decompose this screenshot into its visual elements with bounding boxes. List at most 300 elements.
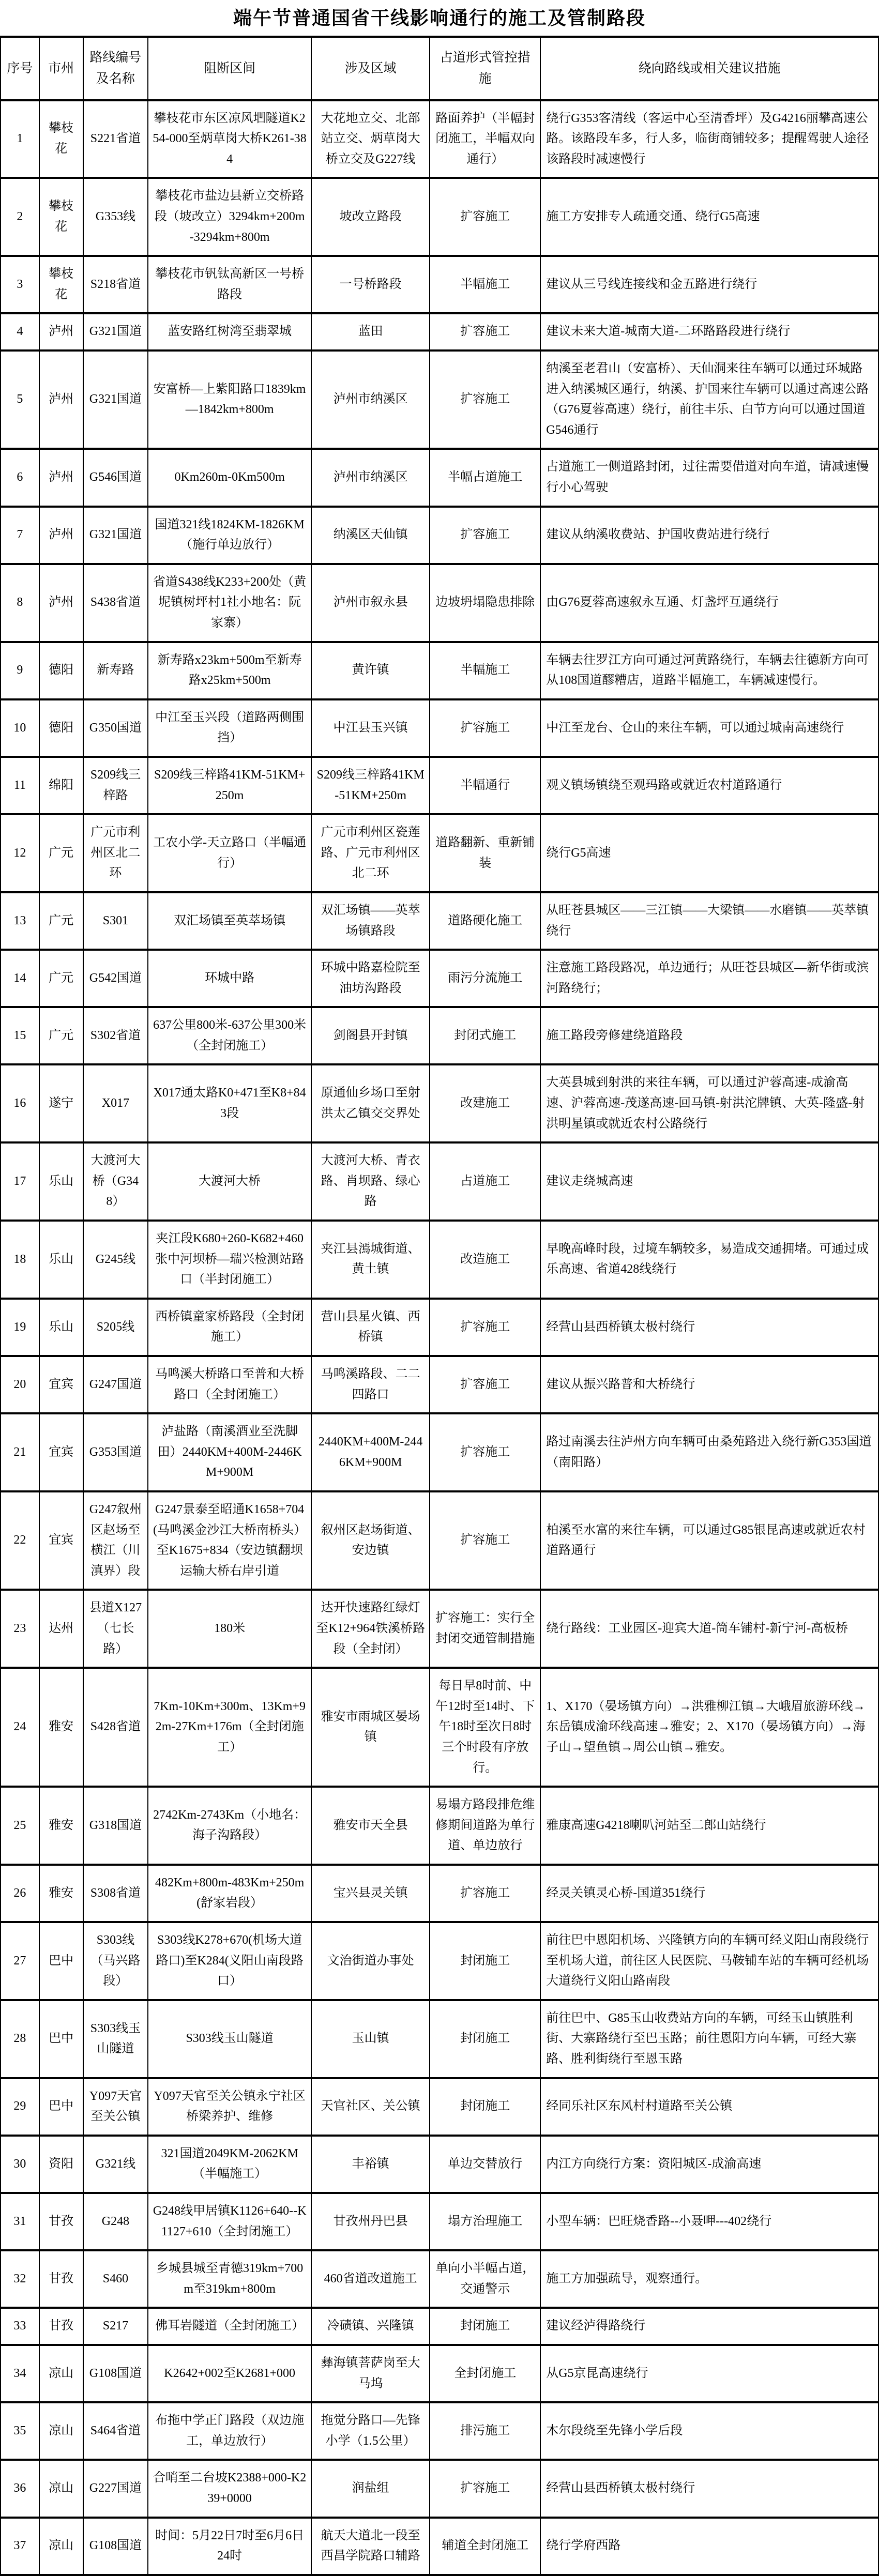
cell-detour: 从旺苍县城区——三江镇——大梁镇——水磨镇——英萃镇绕行 <box>540 892 878 950</box>
table-row <box>1 2345 878 2402</box>
cell-control-measure: 易塌方路段排危维修期间道路为单行道、单边放行 <box>430 1787 540 1865</box>
cell-index: 28 <box>1 2000 39 2078</box>
cell-blocked-section: 482Km+800m-483Km+250m(舒家岩段） <box>148 1865 311 1922</box>
cell-route: 新寿路 <box>83 642 148 699</box>
cell-area: 蓝田 <box>311 313 430 350</box>
cell-blocked-section: 2742Km-2743Km（小地名：海子沟路段） <box>148 1787 311 1865</box>
cell-index: 15 <box>1 1007 39 1064</box>
cell-route: G542国道 <box>83 950 148 1007</box>
cell-detour: 早晚高峰时段，过境车辆较多，易造成交通拥堵。可通过成乐高速、省道428线绕行 <box>540 1221 878 1299</box>
cell-control-measure: 扩容施工：实行全封闭交通管制措施 <box>430 1590 540 1668</box>
cell-city: 巴中 <box>39 2000 83 2078</box>
cell-control-measure: 辅道全封闭施工 <box>430 2518 540 2575</box>
cell-route: S303线玉山隧道 <box>83 2000 148 2078</box>
header-cell-route: 路线编号及名称 <box>83 37 148 100</box>
cell-area: 大花地立交、北部站立交、炳草岗大桥立交及G227线 <box>311 100 430 178</box>
cell-control-measure: 扩容施工 <box>430 1491 540 1590</box>
cell-route: G321国道 <box>83 350 148 449</box>
cell-detour: 车辆去往罗江方向可通过河黄路绕行，车辆去往德新方向可从108国道醪糟店，道路半幅施工，车辆减速慢行。 <box>540 642 878 699</box>
cell-index: 30 <box>1 2136 39 2193</box>
cell-index: 36 <box>1 2460 39 2517</box>
cell-index: 5 <box>1 350 39 449</box>
cell-detour: 经灵关镇灵心桥-国道351绕行 <box>540 1865 878 1922</box>
cell-area: 达开快速路红绿灯至K12+964铁溪桥路段（全封闭） <box>311 1590 430 1668</box>
table-row <box>1 2078 878 2136</box>
table-row <box>1 1865 878 1922</box>
cell-area: 丰裕镇 <box>311 2136 430 2193</box>
table-row <box>1 699 878 757</box>
cell-index: 4 <box>1 313 39 350</box>
cell-index: 19 <box>1 1299 39 1356</box>
table-row <box>1 1787 878 1865</box>
cell-route: S303线（马兴路段） <box>83 1922 148 2000</box>
cell-city: 遂宁 <box>39 1064 83 1142</box>
table-row <box>1 350 878 449</box>
cell-blocked-section: 新寿路x23km+500m至新寿路x25km+500m <box>148 642 311 699</box>
page-title: 端午节普通国省干线影响通行的施工及管制路段 <box>233 8 646 28</box>
cell-detour: 占道施工一侧道路封闭，过往需要借道对向车道，请减速慢行小心驾驶 <box>540 449 878 506</box>
cell-detour: 大英县城到射洪的来往车辆，可以通过沪蓉高速-成渝高速、沪蓉高速-茂遂高速-回马镇-射洪沱牌镇、大英-隆盛-射洪明星镇或就近农村公路绕行 <box>540 1064 878 1142</box>
cell-index: 29 <box>1 2078 39 2136</box>
cell-index: 17 <box>1 1142 39 1221</box>
cell-area: 中江县玉兴镇 <box>311 699 430 757</box>
cell-blocked-section: 攀枝花市盐边县新立交桥路段（坡改立）3294km+200m-3294km+800m <box>148 178 311 256</box>
cell-area: 2440KM+400M-2446KM+900M <box>311 1413 430 1491</box>
cell-blocked-section: 攀枝花市钒钛高新区一号桥路段 <box>148 256 311 313</box>
cell-area: 天官社区、关公镇 <box>311 2078 430 2136</box>
cell-index: 7 <box>1 507 39 564</box>
cell-detour: 路过南溪去往泸州方向车辆可由桑苑路进入绕行新G353国道（南阳路） <box>540 1413 878 1491</box>
cell-city: 凉山 <box>39 2518 83 2575</box>
cell-detour: 建议经泸得路绕行 <box>540 2308 878 2345</box>
cell-detour: 绕行G5高速 <box>540 814 878 892</box>
cell-route: S217 <box>83 2308 148 2345</box>
cell-city: 泸州 <box>39 313 83 350</box>
cell-control-measure: 改造施工 <box>430 1221 540 1299</box>
cell-route: G108国道 <box>83 2345 148 2402</box>
cell-route: G321国道 <box>83 507 148 564</box>
cell-city: 乐山 <box>39 1299 83 1356</box>
cell-city: 绵阳 <box>39 757 83 814</box>
table-row <box>1 2000 878 2078</box>
cell-area: 环城中路嘉检院至油坊沟路段 <box>311 950 430 1007</box>
cell-control-measure: 扩容施工 <box>430 1865 540 1922</box>
cell-route: G108国道 <box>83 2518 148 2575</box>
cell-city: 广元 <box>39 814 83 892</box>
cell-index: 1 <box>1 100 39 178</box>
header-cell-city: 市州 <box>39 37 83 100</box>
cell-blocked-section: 中江至玉兴段（道路两侧围挡） <box>148 699 311 757</box>
cell-route: S464省道 <box>83 2402 148 2460</box>
cell-route: G247国道 <box>83 1356 148 1413</box>
cell-index: 20 <box>1 1356 39 1413</box>
table-body <box>1 100 878 2575</box>
cell-city: 攀枝花 <box>39 178 83 256</box>
cell-city: 宜宾 <box>39 1491 83 1590</box>
cell-detour: 柏溪至水富的来往车辆，可以通过G85银昆高速或就近农村道路通行 <box>540 1491 878 1590</box>
cell-blocked-section: 乡城县城至青德319km+700m至319km+800m <box>148 2250 311 2308</box>
cell-blocked-section: 布拖中学正门路段（双边施工，单边放行） <box>148 2402 311 2460</box>
table-row <box>1 1590 878 1668</box>
cell-control-measure: 扩容施工 <box>430 350 540 449</box>
cell-detour: 1、X170（晏场镇方向）→洪雅柳江镇→大峨眉旅游环线→东岳镇成渝环线高速→雅安；2、X170（晏场镇方向）→海子山→望鱼镇→周公山镇→雅安。 <box>540 1668 878 1787</box>
cell-route: G248 <box>83 2193 148 2250</box>
cell-detour: 经营山县西桥镇太极村绕行 <box>540 1299 878 1356</box>
table-row <box>1 892 878 950</box>
cell-detour: 经同乐社区东风村村道路至关公镇 <box>540 2078 878 2136</box>
cell-route: Y097天官至关公镇 <box>83 2078 148 2136</box>
cell-area: 460省道改道施工 <box>311 2250 430 2308</box>
cell-area: 泸州市叙永县 <box>311 564 430 642</box>
table-row <box>1 564 878 642</box>
cell-detour: 由G76夏蓉高速叙永互通、灯盏坪互通绕行 <box>540 564 878 642</box>
cell-route: G247叙州区赵场至横江（川滇界）段 <box>83 1491 148 1590</box>
cell-detour: 木尔段绕至先锋小学后段 <box>540 2402 878 2460</box>
cell-blocked-section: 大渡河大桥 <box>148 1142 311 1221</box>
table-row <box>1 2402 878 2460</box>
cell-city: 雅安 <box>39 1668 83 1787</box>
cell-index: 2 <box>1 178 39 256</box>
cell-control-measure: 扩容施工 <box>430 2460 540 2517</box>
header-cell-area: 涉及区域 <box>311 37 430 100</box>
cell-city: 广元 <box>39 892 83 950</box>
cell-route: 大渡河大桥（G348） <box>83 1142 148 1221</box>
cell-route: S209线三梓路 <box>83 757 148 814</box>
cell-blocked-section: 双汇场镇至英萃场镇 <box>148 892 311 950</box>
cell-detour: 观义镇场镇绕至观玛路或就近农村道路通行 <box>540 757 878 814</box>
cell-detour: 建议从三号线连接线和金五路进行绕行 <box>540 256 878 313</box>
cell-blocked-section: 时间：5月22日7时至6月6日24时 <box>148 2518 311 2575</box>
cell-detour: 绕行学府西路 <box>540 2518 878 2575</box>
cell-blocked-section: 省道S438线K233+200处（黄坭镇树坪村1社小地名：阮家寨） <box>148 564 311 642</box>
cell-city: 甘孜 <box>39 2308 83 2345</box>
cell-area: 大渡河大桥、青衣路、肖坝路、绿心路 <box>311 1142 430 1221</box>
cell-area: 马鸣溪路段、二二四路口 <box>311 1356 430 1413</box>
cell-detour: 施工方加强疏导，观察通行。 <box>540 2250 878 2308</box>
table-row <box>1 256 878 313</box>
cell-control-measure: 路面养护（半幅封闭施工，半幅双向通行） <box>430 100 540 178</box>
table-row <box>1 178 878 256</box>
cell-city: 泸州 <box>39 350 83 449</box>
cell-control-measure: 改建施工 <box>430 1064 540 1142</box>
cell-city: 巴中 <box>39 2078 83 2136</box>
cell-control-measure: 封闭施工 <box>430 2000 540 2078</box>
cell-route: 县道X127（七长路） <box>83 1590 148 1668</box>
cell-index: 12 <box>1 814 39 892</box>
cell-city: 甘孜 <box>39 2250 83 2308</box>
cell-blocked-section: G248线甲居镇K1126+640--K1127+610（全封闭施工） <box>148 2193 311 2250</box>
cell-city: 宜宾 <box>39 1413 83 1491</box>
cell-route: G353国道 <box>83 1413 148 1491</box>
table-row <box>1 2250 878 2308</box>
cell-detour: 雅康高速G4218喇叭河站至二郎山站绕行 <box>540 1787 878 1865</box>
cell-blocked-section: 泸盐路（南溪酒业至洗脚田）2440KM+400M-2446KM+900M <box>148 1413 311 1491</box>
table-row <box>1 1299 878 1356</box>
cell-route: S428省道 <box>83 1668 148 1787</box>
table-row <box>1 2136 878 2193</box>
cell-city: 宜宾 <box>39 1356 83 1413</box>
cell-blocked-section: X017通太路K0+471至K8+843段 <box>148 1064 311 1142</box>
cell-blocked-section: 马鸣溪大桥路口至普和大桥路口（全封闭施工） <box>148 1356 311 1413</box>
table-row <box>1 2308 878 2345</box>
cell-area: 坡改立路段 <box>311 178 430 256</box>
table-row <box>1 507 878 564</box>
cell-index: 3 <box>1 256 39 313</box>
cell-blocked-section: 合哨至二台坡K2388+000-K239+0000 <box>148 2460 311 2517</box>
cell-route: X017 <box>83 1064 148 1142</box>
cell-route: G245线 <box>83 1221 148 1299</box>
cell-control-measure: 封闭施工 <box>430 2078 540 2136</box>
cell-route: G321国道 <box>83 313 148 350</box>
cell-city: 巴中 <box>39 1922 83 2000</box>
cell-detour: 小型车辆：巴旺烧香路--小聂呷---402绕行 <box>540 2193 878 2250</box>
cell-city: 甘孜 <box>39 2193 83 2250</box>
cell-area: 叙州区赵场街道、安边镇 <box>311 1491 430 1590</box>
cell-index: 32 <box>1 2250 39 2308</box>
cell-blocked-section: 321国道2049KM-2062KM（半幅施工） <box>148 2136 311 2193</box>
cell-route: S302省道 <box>83 1007 148 1064</box>
cell-detour: 前往巴中恩阳机场、兴隆镇方向的车辆可经义阳山南段绕行至机场大道，前往区人民医院、马鞍铺车站的车辆可经机场大道绕行义阳山路南段 <box>540 1922 878 2000</box>
table-row <box>1 950 878 1007</box>
cell-control-measure: 扩容施工 <box>430 699 540 757</box>
cell-route: S218省道 <box>83 256 148 313</box>
cell-detour: 前往巴中、G85玉山收费站方向的车辆，可经玉山镇胜利街、大寨路绕行至巴玉路；前往恩阳方向车辆，可经大寨路、胜利街绕行至恩玉路 <box>540 2000 878 2078</box>
cell-detour: 绕行G353客清线（客运中心至清香坪）及G4216丽攀高速公路。该路段车多，行人多，临街商铺较多；提醒驾驶人途径该路段时减速慢行 <box>540 100 878 178</box>
table-row <box>1 1922 878 2000</box>
cell-control-measure: 半幅通行 <box>430 757 540 814</box>
cell-area: 夹江县漹城街道、黄土镇 <box>311 1221 430 1299</box>
cell-control-measure: 半幅施工 <box>430 256 540 313</box>
cell-control-measure: 每日早8时前、中午12时至14时、下午18时至次日8时三个时段有序放行。 <box>430 1668 540 1787</box>
table-row <box>1 1221 878 1299</box>
cell-route: G227国道 <box>83 2460 148 2517</box>
table-row <box>1 449 878 506</box>
cell-control-measure: 排污施工 <box>430 2402 540 2460</box>
header-cell-blocked-section: 阻断区间 <box>148 37 311 100</box>
cell-index: 25 <box>1 1787 39 1865</box>
cell-index: 14 <box>1 950 39 1007</box>
cell-area: S209线三梓路41KM-51KM+250m <box>311 757 430 814</box>
cell-index: 22 <box>1 1491 39 1590</box>
cell-area: 雅安市天全县 <box>311 1787 430 1865</box>
cell-index: 27 <box>1 1922 39 2000</box>
cell-index: 13 <box>1 892 39 950</box>
cell-city: 雅安 <box>39 1787 83 1865</box>
cell-route: G350国道 <box>83 699 148 757</box>
cell-city: 雅安 <box>39 1865 83 1922</box>
table-row <box>1 100 878 178</box>
cell-city: 广元 <box>39 1007 83 1064</box>
cell-blocked-section: 工农小学-天立路口（半幅通行） <box>148 814 311 892</box>
cell-area: 泸州市纳溪区 <box>311 449 430 506</box>
cell-route: G353线 <box>83 178 148 256</box>
cell-index: 37 <box>1 2518 39 2575</box>
cell-index: 11 <box>1 757 39 814</box>
cell-area: 航天大道北一段至西昌学院路口辅路 <box>311 2518 430 2575</box>
cell-control-measure: 封闭式施工 <box>430 1007 540 1064</box>
table-row <box>1 1356 878 1413</box>
cell-blocked-section: 180米 <box>148 1590 311 1668</box>
cell-city: 攀枝花 <box>39 100 83 178</box>
cell-control-measure: 道路翻新、重新铺装 <box>430 814 540 892</box>
cell-area: 广元市利州区瓷莲路、广元市利州区北二环 <box>311 814 430 892</box>
cell-index: 8 <box>1 564 39 642</box>
cell-area: 甘孜州丹巴县 <box>311 2193 430 2250</box>
cell-area: 润盐组 <box>311 2460 430 2517</box>
cell-city: 德阳 <box>39 699 83 757</box>
cell-city: 泸州 <box>39 564 83 642</box>
cell-index: 9 <box>1 642 39 699</box>
cell-blocked-section: 佛耳岩隧道（全封闭施工） <box>148 2308 311 2345</box>
cell-index: 26 <box>1 1865 39 1922</box>
cell-index: 35 <box>1 2402 39 2460</box>
cell-city: 资阳 <box>39 2136 83 2193</box>
cell-detour: 中江至龙台、仓山的来往车辆，可以通过城南高速绕行 <box>540 699 878 757</box>
cell-index: 23 <box>1 1590 39 1668</box>
cell-city: 凉山 <box>39 2460 83 2517</box>
cell-control-measure: 单向小半幅占道，交通警示 <box>430 2250 540 2308</box>
cell-control-measure: 扩容施工 <box>430 313 540 350</box>
table-row <box>1 2193 878 2250</box>
cell-city: 凉山 <box>39 2345 83 2402</box>
cell-blocked-section: 西桥镇童家桥路段（全封闭施工） <box>148 1299 311 1356</box>
cell-control-measure: 半幅占道施工 <box>430 449 540 506</box>
cell-area: 黄许镇 <box>311 642 430 699</box>
cell-area: 宝兴县灵关镇 <box>311 1865 430 1922</box>
cell-detour: 建议走绕城高速 <box>540 1142 878 1221</box>
cell-index: 10 <box>1 699 39 757</box>
cell-area: 营山县星火镇、西桥镇 <box>311 1299 430 1356</box>
cell-route: S308省道 <box>83 1865 148 1922</box>
cell-blocked-section: K2642+002至K2681+000 <box>148 2345 311 2402</box>
cell-blocked-section: S303线玉山隧道 <box>148 2000 311 2078</box>
table-row <box>1 1142 878 1221</box>
cell-city: 达州 <box>39 1590 83 1668</box>
table-row <box>1 2460 878 2517</box>
cell-route: S460 <box>83 2250 148 2308</box>
cell-index: 31 <box>1 2193 39 2250</box>
cell-blocked-section: Y097天官至关公镇永宁社区桥梁养护、维修 <box>148 2078 311 2136</box>
cell-area: 一号桥路段 <box>311 256 430 313</box>
cell-route: G318国道 <box>83 1787 148 1865</box>
cell-area: 文治街道办事处 <box>311 1922 430 2000</box>
table-row <box>1 1668 878 1787</box>
cell-route: S205线 <box>83 1299 148 1356</box>
cell-city: 德阳 <box>39 642 83 699</box>
cell-control-measure: 扩容施工 <box>430 1299 540 1356</box>
cell-route: G546国道 <box>83 449 148 506</box>
cell-detour: 施工方安排专人疏通交通、绕行G5高速 <box>540 178 878 256</box>
cell-control-measure: 塌方治理施工 <box>430 2193 540 2250</box>
cell-index: 33 <box>1 2308 39 2345</box>
cell-blocked-section: 7Km-10Km+300m、13Km+92m-27Km+176m（全封闭施工） <box>148 1668 311 1787</box>
cell-control-measure: 封闭施工 <box>430 2308 540 2345</box>
cell-control-measure: 封闭施工 <box>430 1922 540 2000</box>
cell-detour: 内江方向绕行方案：资阳城区-成渝高速 <box>540 2136 878 2193</box>
cell-detour: 建议未来大道-城南大道-二环路路段进行绕行 <box>540 313 878 350</box>
table-row <box>1 814 878 892</box>
cell-control-measure: 扩容施工 <box>430 507 540 564</box>
cell-city: 泸州 <box>39 449 83 506</box>
cell-control-measure: 雨污分流施工 <box>430 950 540 1007</box>
cell-city: 乐山 <box>39 1142 83 1221</box>
cell-control-measure: 半幅施工 <box>430 642 540 699</box>
cell-city: 凉山 <box>39 2402 83 2460</box>
cell-route: 广元市利州区北二环 <box>83 814 148 892</box>
cell-blocked-section: 夹江段K680+260-K682+460张中河坝桥—瑞兴检测站路口（半封闭施工） <box>148 1221 311 1299</box>
cell-blocked-section: S303线K278+670(机场大道路口)至K284(义阳山南段路口） <box>148 1922 311 2000</box>
cell-index: 21 <box>1 1413 39 1491</box>
cell-area: 雅安市雨城区晏场镇 <box>311 1668 430 1787</box>
cell-route: S301 <box>83 892 148 950</box>
cell-area: 泸州市纳溪区 <box>311 350 430 449</box>
table-row <box>1 1413 878 1491</box>
cell-control-measure: 边坡坍塌隐患排除 <box>430 564 540 642</box>
header-cell-index: 序号 <box>1 37 39 100</box>
cell-index: 24 <box>1 1668 39 1787</box>
cell-control-measure: 单边交替放行 <box>430 2136 540 2193</box>
roadworks-table <box>0 36 879 2576</box>
cell-blocked-section: 攀枝花市东区凉风垇隧道K254-000至炳草岗大桥K261-384 <box>148 100 311 178</box>
cell-area: 原通仙乡场口至射洪太乙镇交交界处 <box>311 1064 430 1142</box>
cell-blocked-section: 国道321线1824KM-1826KM（施行单边放行） <box>148 507 311 564</box>
cell-control-measure: 全封闭施工 <box>430 2345 540 2402</box>
cell-detour: 施工路段旁修建绕道路段 <box>540 1007 878 1064</box>
cell-area: 双汇场镇——英萃场镇路段 <box>311 892 430 950</box>
cell-blocked-section: 安富桥—上紫阳路口1839km—1842km+800m <box>148 350 311 449</box>
cell-city: 广元 <box>39 950 83 1007</box>
table-row <box>1 313 878 350</box>
cell-area: 拖觉分路口—先锋小学（1.5公里） <box>311 2402 430 2460</box>
cell-control-measure: 道路硬化施工 <box>430 892 540 950</box>
cell-detour: 从G5京昆高速绕行 <box>540 2345 878 2402</box>
table-row <box>1 2518 878 2575</box>
cell-route: S438省道 <box>83 564 148 642</box>
cell-detour: 建议从纳溪收费站、护国收费站进行绕行 <box>540 507 878 564</box>
header-cell-detour: 绕向路线或相关建议措施 <box>540 37 878 100</box>
cell-area: 剑阁县开封镇 <box>311 1007 430 1064</box>
cell-blocked-section: G247景泰至昭通K1658+704(马鸣溪金沙江大桥南桥头）至K1675+834（安边镇翻坝运输大桥右岸引道 <box>148 1491 311 1590</box>
table-row <box>1 642 878 699</box>
cell-detour: 纳溪至老君山（安富桥）、天仙洞来往车辆可以通过环城路进入纳溪城区通行，纳溪、护国来往车辆可以通过高速公路（G76夏蓉高速）绕行，前往丰乐、白节方向可以通过国道G546通行 <box>540 350 878 449</box>
cell-detour: 经营山县西桥镇太极村绕行 <box>540 2460 878 2517</box>
cell-route: S221省道 <box>83 100 148 178</box>
cell-area: 冷碛镇、兴隆镇 <box>311 2308 430 2345</box>
cell-blocked-section: 0Km260m-0Km500m <box>148 449 311 506</box>
cell-blocked-section: 蓝安路红树湾至翡翠城 <box>148 313 311 350</box>
table-row <box>1 1064 878 1142</box>
cell-index: 34 <box>1 2345 39 2402</box>
cell-area: 彝海镇菩萨岗至大马坞 <box>311 2345 430 2402</box>
table-row <box>1 1491 878 1590</box>
table-row <box>1 1007 878 1064</box>
cell-control-measure: 扩容施工 <box>430 178 540 256</box>
cell-detour: 建议从振兴路普和大桥绕行 <box>540 1356 878 1413</box>
cell-index: 18 <box>1 1221 39 1299</box>
cell-area: 玉山镇 <box>311 2000 430 2078</box>
cell-city: 乐山 <box>39 1221 83 1299</box>
cell-control-measure: 扩容施工 <box>430 1413 540 1491</box>
table-row <box>1 757 878 814</box>
cell-detour: 绕行路线：工业园区-迎宾大道-筒车铺村-新宁河-高板桥 <box>540 1590 878 1668</box>
table-header-row <box>1 37 878 100</box>
cell-route: G321线 <box>83 2136 148 2193</box>
cell-control-measure: 占道施工 <box>430 1142 540 1221</box>
cell-blocked-section: S209线三梓路41KM-51KM+250m <box>148 757 311 814</box>
cell-control-measure: 扩容施工 <box>430 1356 540 1413</box>
cell-index: 16 <box>1 1064 39 1142</box>
cell-city: 泸州 <box>39 507 83 564</box>
